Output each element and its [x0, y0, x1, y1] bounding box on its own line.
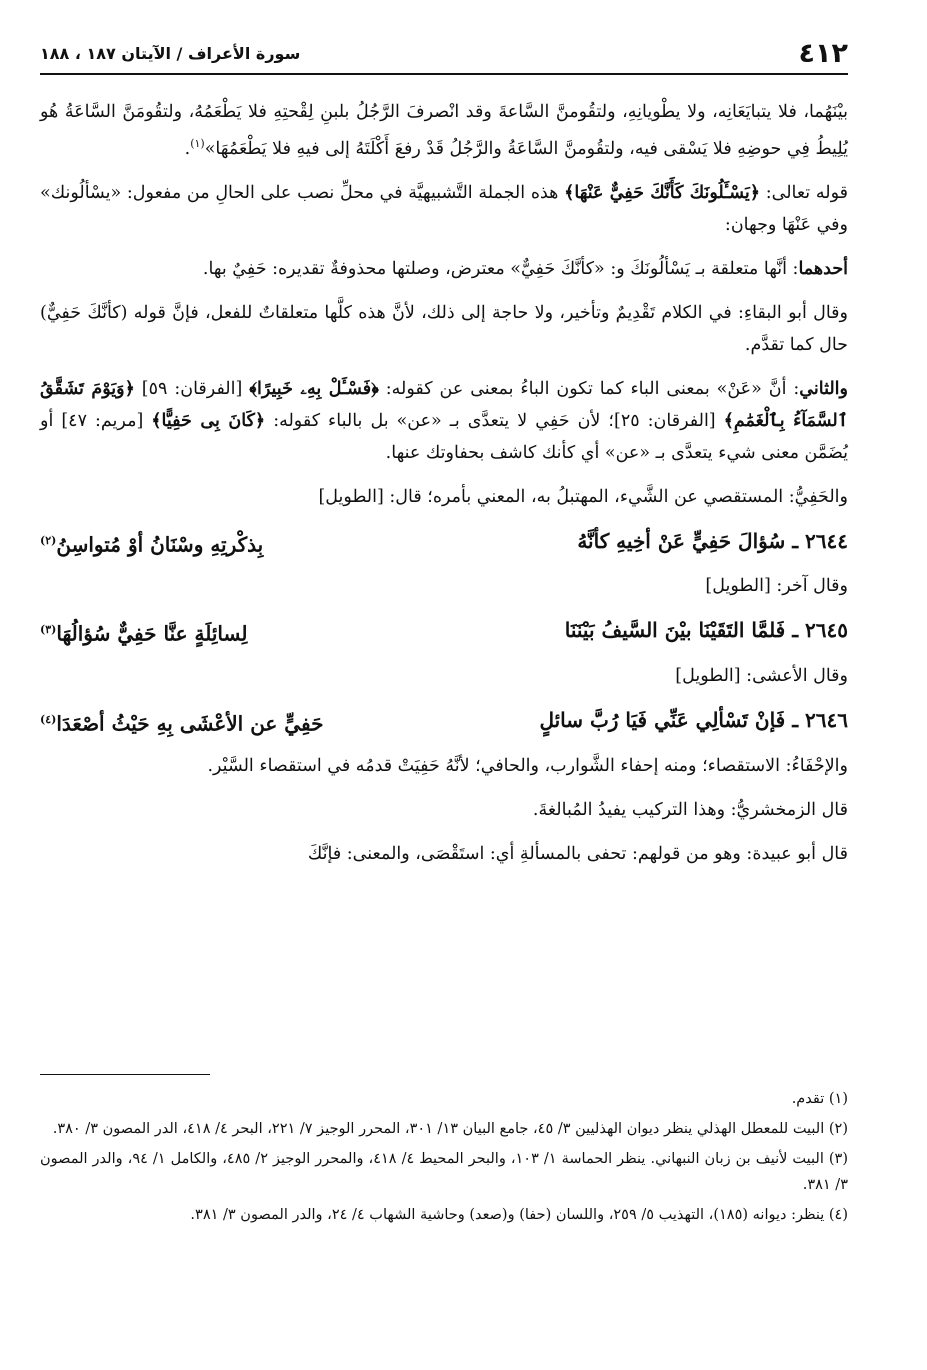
verse-hemistich-2: بِذكْرتِهِ وسْنَانُ أوْ مُتواسِنُ: [56, 532, 264, 557]
section-lead: أحدهما: [798, 258, 848, 279]
paragraph: وقال الأعشى: [الطويل]: [675, 666, 848, 687]
verse-line: [40, 704, 848, 740]
quran-quote: ﴿كَانَ بِى حَفِيًّا﴾: [151, 410, 266, 431]
footnotes: [40, 1086, 848, 1232]
footnote: (٤) ينظر: ديوانه (١٨٥)، التهذيب ٥/ ٢٥٩، واللسان (حفا) و(صعد) وحاشية الشهاب ٤/ ٢٤، والدر المصون ٣/ ٣٨١.: [190, 1207, 848, 1223]
paragraph: وقال آخر: [الطويل]: [705, 576, 848, 597]
quran-quote: ﴿فَسْـَٔلْ بِهِۦ خَبِيرًا﴾: [249, 378, 379, 399]
footnote-ref: (٣): [40, 623, 57, 637]
footnote-ref: (١): [190, 137, 205, 150]
paragraph: والإحْفَاءُ: الاستقصاء؛ ومنه إحفاء الشَّوارب، والحافي؛ لأنَّهُ حَفِيَتْ قدمُه في استقصاء السَّيْر.: [207, 755, 848, 776]
paragraph: قال أبو عبيدة: وهو من قولهم: تحفى بالمسألةِ أي: استَقْصَى، والمعنى: فإنَّكَ: [307, 843, 848, 864]
footnote-ref: (٤): [40, 713, 57, 727]
main-text: [40, 96, 848, 882]
footnote-ref: (٢): [40, 533, 57, 547]
verse-line: [40, 614, 848, 650]
section-lead: والثاني: [799, 378, 848, 399]
verse-hemistich-2: حَفِيٍّ عن الأعْشَى بِهِ حَيْثُ أصْعَدَا: [56, 711, 324, 736]
paragraph: والحَفِيُّ: المستقصي عن الشَّيء، المهتبلُ به، المعني بأمره؛ قال: [الطويل]: [318, 486, 848, 507]
header-rule: [40, 73, 848, 75]
quran-quote: ﴿وَيَوْمَ تَشَقَّقُ ٱلسَّمَآءُ بِٱلْغَمَٰمِ﴾: [40, 378, 848, 431]
running-title: سورة الأعراف / الآيتان ١٨٧ ، ١٨٨: [40, 44, 301, 63]
verse-hemistich-1: ٢٦٤٤ ـ سُؤالَ حَفِيٍّ عَنْ أخِيهِ كأنَّهُ: [577, 528, 848, 553]
verse-line: [40, 525, 848, 561]
footnote: (٢) البيت للمعطل الهذلي ينظر ديوان الهذليين ٣/ ٤٥، جامع البيان ١٣/ ٣٠١، المحرر الوجيز ٧/ ٢٢١، البحر ٤/ ٤١٨، الدر المصون ٣/ ٣٨٠.: [52, 1121, 848, 1137]
page-header: [40, 36, 848, 76]
footnote: (٣) البيت لأنيف بن زبان النبهاني. ينظر الحماسة ١/ ١٠٣، والبحر المحيط ٤/ ٤١٨، والمحرر الوجيز ٢/ ٤٨٥، والكامل ١/ ٩٤، والدر المصون ٣/ ٣٨١.: [40, 1151, 848, 1193]
paragraph: قال الزمخشريُّ: وهذا التركيب يفيدُ المُبالغةَ.: [532, 799, 848, 820]
paragraph: بيْنَهُما، فلا يتبايَعَانِه، ولا يطْويانِهِ، ولتقُومنَّ السَّاعةَ وقد انْصرفَ الرَّجُلُ بلبنِ لِقْحتِهِ فلا يَطْعَمُهُ، ولتقُومَنَّ السَّاعَةُ هُو يُلِيطُ فِي حوضِهِ فلا يَسْقى فيه، ولتقُومنَّ السَّاعَةُ والرَّجُلُ قَدْ رفعَ أَكْلَتَهُ إلى فيهِ فلا يَطْعَمُهَا»$^{(١)}$.: [40, 102, 848, 159]
quran-quote: ﴿يَسْـَٔلُونَكَ كَأَنَّكَ حَفِيٌّ عَنْهَا﴾: [564, 182, 761, 203]
verse-hemistich-2: لِسائِلَةٍ عنَّا حَفِيٌّ سُؤالُهَا: [56, 622, 248, 647]
page-number: ٤١٢: [798, 38, 848, 69]
footnote-rule: [40, 1074, 210, 1075]
paragraph: وقال أبو البقاءِ: في الكلام تَقْدِيمٌ وتأخير، ولا حاجة إلى ذلك، لأنَّ هذه كلَّها متعلقاتٌ للفعل، فإنَّ قوله (كأنَّكَ حَفِيٌّ) حال كما تقدَّم.: [40, 302, 848, 355]
verse-hemistich-1: ٢٦٤٦ ـ فَإنْ تَسْألِي عَنِّي فَيَا رُبَّ سائلٍ: [539, 708, 848, 733]
footnote: (١) تقدم.: [791, 1091, 848, 1107]
paragraph: أحدهما: أنَّها متعلقة بـ يَسْألُونَكَ و: «كأنَّكَ حَفِيٌّ» معترض، وصلتها محذوفةٌ تقديره: حَفِيٌ بها.: [202, 258, 848, 279]
paragraph: قوله تعالى: ﴿يَسْـَٔلُونَكَ كَأَنَّكَ حَفِيٌّ عَنْهَا﴾ هذه الجملة التَّشبيهيَّة في محلِّ نصب على الحالِ من مفعول: «يسْألُونك» وفي عَنْهَا وجهان:: [40, 182, 848, 235]
paragraph: والثاني: أنَّ «عَنْ» بمعنى الباء كما تكون الباءُ بمعنى عن كقوله: ﴿فَسْـَٔلْ بِهِۦ خَبِيرًا﴾ [الفرقان: ٥٩] ﴿وَيَوْمَ تَشَقَّقُ ٱلسَّمَآءُ بِٱلْغَمَٰمِ﴾ [الفرقان: ٢٥]؛ لأن حَفِي لا يتعدَّى بـ «عن» بل بالباء كقوله: ﴿كَانَ بِى حَفِيًّا﴾ [مريم: ٤٧] أو يُضَمَّن معنى شيء يتعدَّى بـ «عن» أي كأنك كاشف بحفاوتك عنها.: [40, 378, 848, 463]
verse-hemistich-1: ٢٦٤٥ ـ فَلمَّا التَقَيْنَا بيْنَ السَّيفُ بَيْنَنَا: [564, 618, 848, 643]
